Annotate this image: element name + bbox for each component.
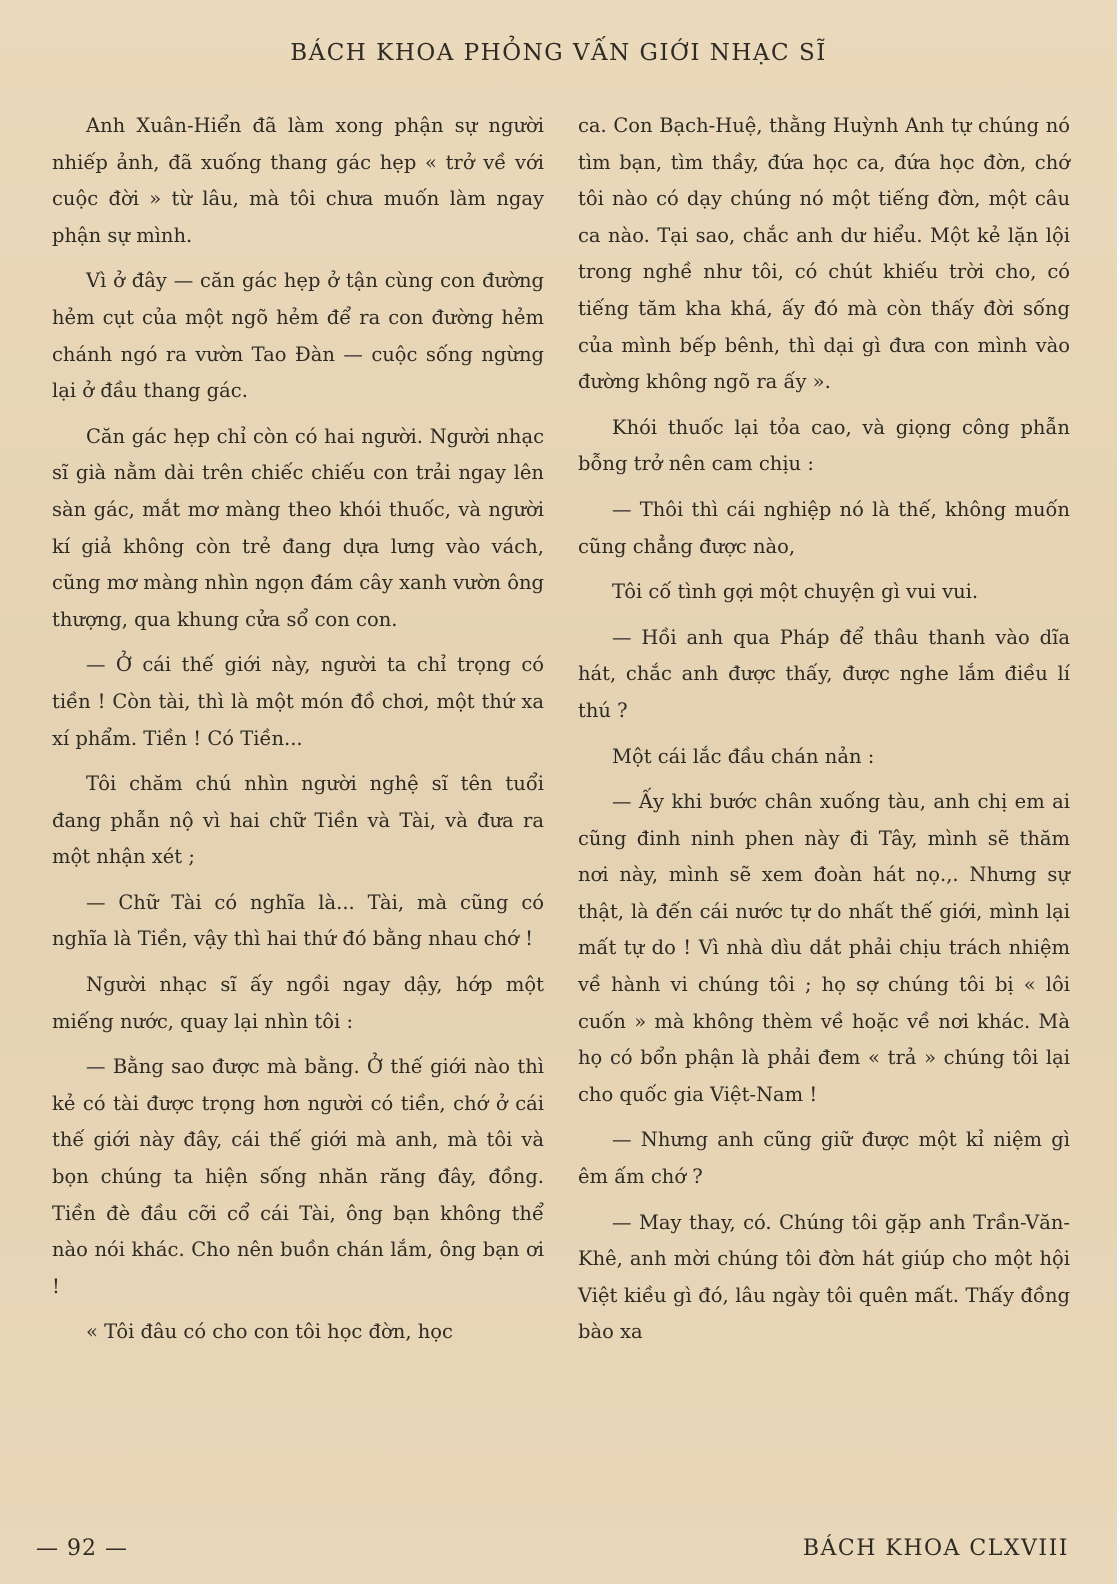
- paragraph: — Hồi anh qua Pháp để thâu thanh vào dĩa hát, chắc anh được thấy, được nghe lắm điều lí thú ?: [578, 625, 1070, 722]
- paragraph: — Chữ Tài có nghĩa là... Tài, mà cũng có nghĩa là Tiền, vậy thì hai thứ đó bằng nhau chớ !: [52, 890, 544, 951]
- paragraph: — Nhưng anh cũng giữ được một kỉ niệm gì êm ấm chớ ?: [578, 1128, 1070, 1189]
- right-column: [578, 108, 1070, 1360]
- paragraph: « Tôi đâu có cho con tôi học đờn, học: [86, 1320, 453, 1344]
- paragraph: — Thôi thì cái nghiệp nó là thế, không muốn cũng chẳng được nào,: [578, 497, 1070, 558]
- paragraph: — May thay, có. Chúng tôi gặp anh Trần-Văn-Khê, anh mời chúng tôi đờn hát giúp cho một hội Việt kiều gì đó, lâu ngày tôi quên mất. Thấy đồng bào xa: [578, 1210, 1070, 1344]
- paragraph: — Bằng sao được mà bằng. Ở thế giới nào thì kẻ có tài được trọng hơn người có tiền, chớ ở cái thế giới này đây, cái thế giới mà anh, mà tôi và bọn chúng ta hiện sống nhăn răng đây, đồng. Tiền đè đầu cỡi cổ cái Tài, ông bạn không thể nào nói khác. Cho nên buồn chán lắm, ông bạn ơi !: [52, 1055, 544, 1298]
- paragraph: Căn gác hẹp chỉ còn có hai người. Người nhạc sĩ già nằm dài trên chiếc chiếu con trải ngay lên sàn gác, mắt mơ màng theo khói thuốc, và người kí giả không còn trẻ đang dựa lưng vào vách, cũng mơ màng nhìn ngọn đám cây xanh vườn ông thượng, qua khung cửa sổ con con.: [52, 424, 544, 631]
- issue-label: BÁCH KHOA CLXVIII: [802, 1536, 1069, 1561]
- paragraph: Khói thuốc lại tỏa cao, và giọng công phẫn bỗng trở nên cam chịu :: [578, 415, 1070, 476]
- paragraph: Anh Xuân-Hiển đã làm xong phận sự người nhiếp ảnh, đã xuống thang gác hẹp « trở về với cuộc đời » từ lâu, mà tôi chưa muốn làm ngay phận sự mình.: [52, 114, 544, 247]
- page-number: — 92 —: [36, 1536, 128, 1561]
- left-column: [52, 108, 544, 1360]
- paragraph: Tôi chăm chú nhìn người nghệ sĩ tên tuổi đang phẫn nộ vì hai chữ Tiền và Tài, và đưa ra một nhận xét ;: [52, 772, 544, 869]
- paragraph: Tôi cố tình gợi một chuyện gì vui vui.: [612, 580, 979, 604]
- paragraph: — Ở cái thế giới này, người ta chỉ trọng có tiền ! Còn tài, thì là một món đồ chơi, một thứ xa xí phẩm. Tiền ! Có Tiền...: [52, 653, 544, 750]
- paragraph: Một cái lắc đầu chán nản :: [612, 744, 875, 768]
- paragraph: Vì ở đây — căn gác hẹp ở tận cùng con đường hẻm cụt của một ngõ hẻm để ra con đường hẻm chánh ngó ra vườn Tao Đàn — cuộc sống ngừng lại ở đầu thang gác.: [52, 269, 544, 403]
- paragraph: Người nhạc sĩ ấy ngồi ngay dậy, hớp một miếng nước, quay lại nhìn tôi :: [52, 973, 544, 1033]
- running-title: BÁCH KHOA PHỎNG VẤN GIỚI NHẠC SĨ: [290, 40, 827, 66]
- paragraph: — Ấy khi bước chân xuống tàu, anh chị em ai cũng đinh ninh phen này đi Tây, mình sẽ thăm nơi này, mình sẽ xem đoàn hát nọ.,. Nhưng sự thật, là đến cái nước tự do nhất thế giới, mình lại mất tự do ! Vì nhà dìu dắt phải chịu trách nhiệm về hành vi chúng tôi ; họ sợ chúng tôi bị « lôi cuốn » mà không thèm về hoặc về nơi khác. Mà họ có bổn phận là phải đem « trả » chúng tôi lại cho quốc gia Việt-Nam !: [578, 790, 1070, 1106]
- paragraph: ca. Con Bạch-Huệ, thằng Huỳnh Anh tự chúng nó tìm bạn, tìm thầy, đứa học ca, đứa học đờn, chớ tôi nào có dạy chúng nó một tiếng đờn, một câu ca nào. Tại sao, chắc anh dư hiểu. Một kẻ lặn lội trong nghề như tôi, có chút khiếu trời cho, có tiếng tăm kha khá, ấy đó mà còn thấy đời sống của mình bếp bênh, thì dại gì đưa con mình vào đường không ngõ ra ấy ».: [578, 114, 1070, 394]
